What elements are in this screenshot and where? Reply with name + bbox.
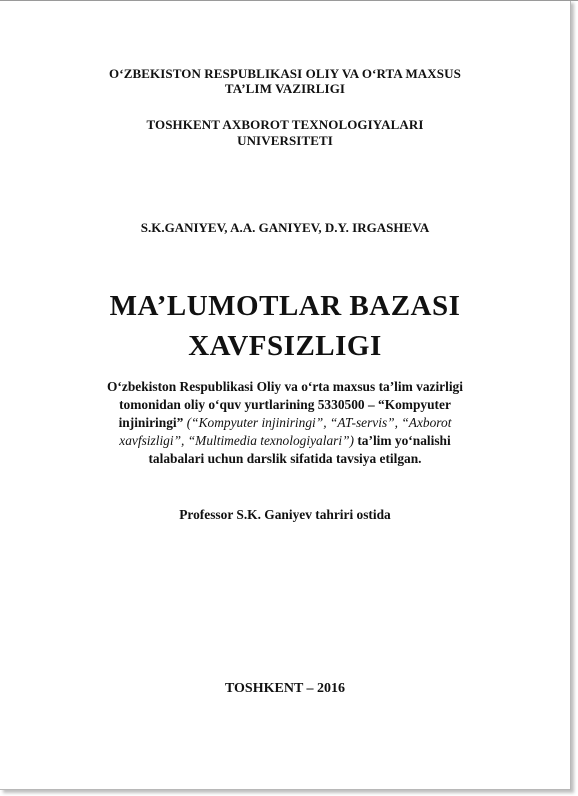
editor-note: Professor S.K. Ganiyev tahriri ostida <box>179 507 391 522</box>
approval-line-1: O‘zbekiston Respublikasi Oliy va o‘rta maxsus ta’lim vazirligi <box>107 379 463 394</box>
ministry-line-1: O‘ZBEKISTON RESPUBLIKASI OLIY VA O‘RTA MAXSUS <box>109 66 461 81</box>
approval-line-3-italic: (“Kompyuter injiniringi”, “AT-servis”, “Axborot <box>186 415 452 430</box>
approval-line-4-italic: xavfsizligi”, “Multimedia texnologiyalari”) <box>119 433 354 448</box>
approval-line-4 <box>0 434 570 447</box>
university-line-2: UNIVERSITETI <box>237 133 333 148</box>
approval-line-5: talabalari uchun darslik sifatida tavsiya etilgan. <box>148 451 422 466</box>
title-line-2: XAVFSIZLIGI <box>188 330 382 362</box>
approval-line-4-bold: ta’lim yo‘nalishi <box>357 433 451 448</box>
ministry-line-2: TA’LIM VAZIRLIGI <box>224 81 346 96</box>
authors: S.K.GANIYEV, A.A. GANIYEV, D.Y. IRGASHEVA <box>140 220 430 235</box>
university-line-1: TOSHKENT AXBOROT TEXNOLOGIYALARI <box>146 117 424 132</box>
page-top-edge <box>0 0 578 1</box>
approval-line-3-bold: injiniringi” <box>118 415 184 430</box>
approval-line-2: tomonidan oliy o‘quv yurtlarining 5330500 – “Kompyuter <box>119 397 451 412</box>
approval-line-3 <box>0 416 570 429</box>
title-line-1: MA’LUMOTLAR BAZASI <box>109 290 461 322</box>
city-year: TOSHKENT – 2016 <box>224 681 346 696</box>
